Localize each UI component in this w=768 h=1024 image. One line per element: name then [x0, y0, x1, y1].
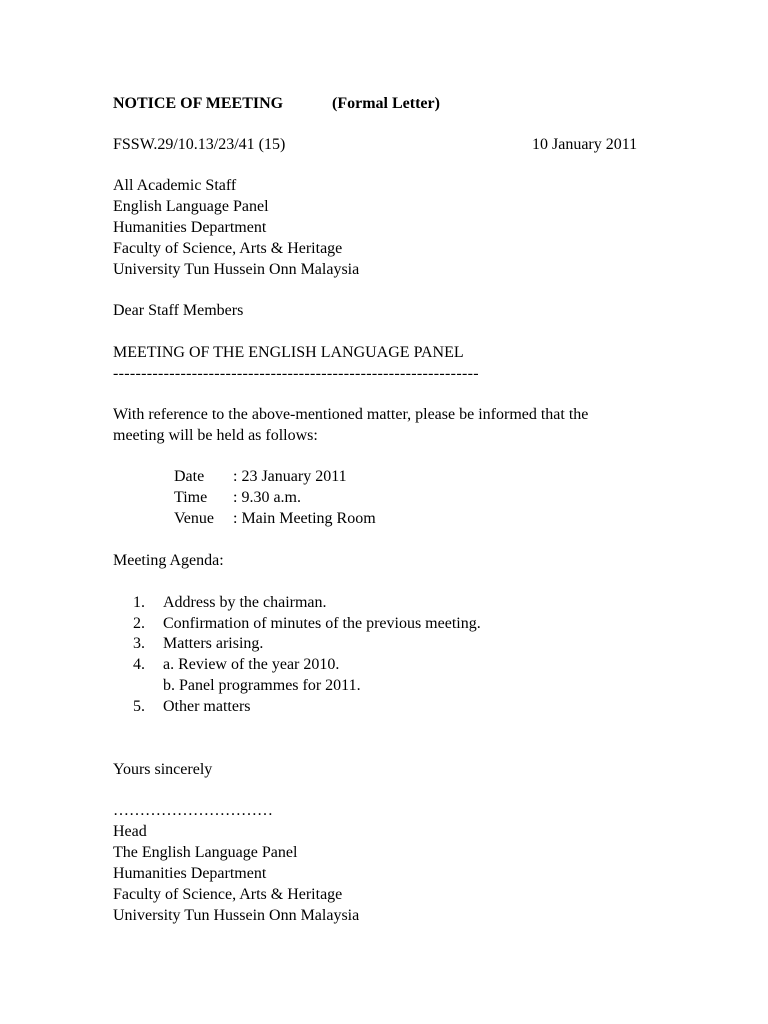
detail-value-time: : 9.30 a.m.	[233, 489, 301, 506]
agenda-item-text: Matters arising.	[163, 635, 264, 652]
agenda-item-number: 1.	[133, 594, 145, 611]
body-paragraph-line: With reference to the above-mentioned matter, please be informed that the	[113, 406, 589, 423]
recipient-line: Faculty of Science, Arts & Heritage	[113, 240, 343, 257]
letter-title: NOTICE OF MEETING	[113, 95, 284, 112]
recipient-line: All Academic Staff	[113, 177, 237, 194]
reference-number: FSSW.29/10.13/23/41 (15)	[113, 136, 286, 153]
signature-line: Humanities Department	[113, 865, 267, 882]
recipient-line: English Language Panel	[113, 198, 269, 215]
agenda-item-text: Address by the chairman.	[163, 594, 327, 611]
letter-date: 10 January 2011	[532, 136, 638, 153]
detail-value-date: : 23 January 2011	[233, 468, 347, 485]
agenda-item-text: a. Review of the year 2010.	[163, 656, 340, 673]
salutation: Dear Staff Members	[113, 302, 244, 319]
signature-dots: …………………………	[113, 802, 273, 819]
body-paragraph-line: meeting will be held as follows:	[113, 427, 318, 444]
subject-underline: -----------------------------------------------------------------	[113, 365, 479, 382]
agenda-item-number: 3.	[133, 635, 145, 652]
signature-line: Head	[113, 823, 147, 840]
agenda-heading: Meeting Agenda:	[113, 552, 224, 569]
subject-line: MEETING OF THE ENGLISH LANGUAGE PANEL	[113, 344, 464, 361]
letter-subtitle: (Formal Letter)	[332, 95, 440, 112]
signature-line: University Tun Hussein Onn Malaysia	[113, 907, 360, 924]
agenda-item-text: b. Panel programmes for 2011.	[163, 677, 361, 694]
detail-label-date: Date	[174, 468, 205, 485]
agenda-item-text: Confirmation of minutes of the previous meeting.	[163, 615, 481, 632]
agenda-item-number: 5.	[133, 698, 145, 715]
agenda-item-number: 2.	[133, 615, 145, 632]
agenda-item-number: 4.	[133, 656, 145, 673]
agenda-item-text: Other matters	[163, 698, 251, 715]
recipient-line: Humanities Department	[113, 219, 267, 236]
formal-letter	[113, 0, 713, 1024]
detail-label-venue: Venue	[174, 510, 214, 527]
recipient-line: University Tun Hussein Onn Malaysia	[113, 261, 360, 278]
signature-line: Faculty of Science, Arts & Heritage	[113, 886, 343, 903]
detail-value-venue: : Main Meeting Room	[233, 510, 376, 527]
signature-line: The English Language Panel	[113, 844, 298, 861]
closing: Yours sincerely	[113, 761, 213, 778]
detail-label-time: Time	[174, 489, 208, 506]
